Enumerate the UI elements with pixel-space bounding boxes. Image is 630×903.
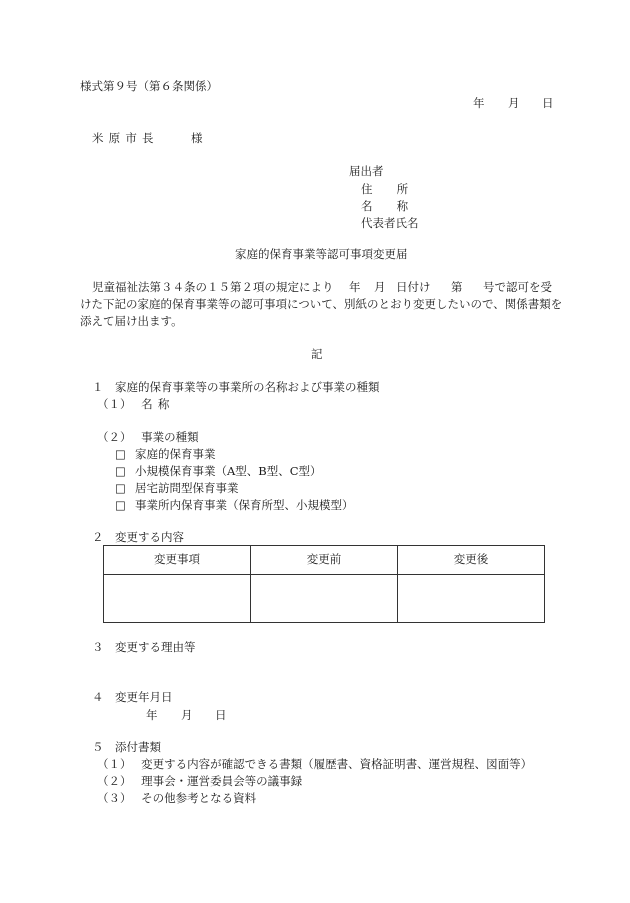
body-line-1-end: 号で認可を受 <box>483 280 552 294</box>
section-1-sub-2-label: 事業の種類 <box>141 430 199 444</box>
business-type-label: 家庭的保育事業 <box>135 447 216 461</box>
change-table <box>103 545 545 623</box>
section-1-sub-2-number: （２） <box>97 430 132 444</box>
change-table-header-row <box>104 546 545 575</box>
section-3-heading: ３ 変更する理由等 <box>92 640 196 654</box>
body-day-label: 日付け <box>396 280 431 294</box>
body-line-1-text: 児童福祉法第３４条の１５第２項の規定により <box>92 280 334 294</box>
document-title: 家庭的保育事業等認可事項変更届 <box>235 247 408 261</box>
change-date-year-label: 年 <box>146 708 158 722</box>
attachment-text: 理事会・運営委員会等の議事録 <box>141 774 303 788</box>
checkbox-icon[interactable]: □ <box>115 481 126 495</box>
section-2-heading: ２ 変更する内容 <box>92 530 184 544</box>
section-1-sub-1-label: 名称 <box>141 397 175 411</box>
attachment-number: （２） <box>97 774 132 788</box>
body-line-1 <box>92 282 334 294</box>
business-type-item <box>115 483 239 495</box>
body-month-label: 月 <box>374 280 386 294</box>
applicant-title: 届出者 <box>349 164 384 178</box>
business-type-item <box>115 500 354 512</box>
applicant-address-label: 住所 <box>361 182 433 196</box>
section-1-sub-1 <box>97 399 175 411</box>
business-type-item <box>115 466 322 478</box>
addressee-name: 米原市長 <box>92 131 159 145</box>
date-month-label: 月 <box>508 96 520 110</box>
change-date-month-label: 月 <box>181 708 193 722</box>
form-number: 様式第９号（第６条関係） <box>80 79 218 93</box>
applicant-representative-label: 代表者氏名 <box>361 216 419 230</box>
body-year-label: 年 <box>349 280 361 294</box>
change-item-cell[interactable] <box>104 575 251 623</box>
body-line-2: けた下記の家庭的保育事業等の認可事項について、別紙のとおり変更したいので、関係書類を <box>80 297 563 311</box>
business-type-label: 小規模保育事業（A型、B型、C型） <box>135 464 322 478</box>
section-5-heading: ５ 添付書類 <box>92 740 161 754</box>
date-day-label: 日 <box>542 96 554 110</box>
before-change-header: 変更前 <box>251 546 398 575</box>
date-year-label: 年 <box>473 96 485 110</box>
attachment-text: その他参考となる資料 <box>141 791 257 805</box>
checkbox-icon[interactable]: □ <box>115 447 126 461</box>
attachment-number: （１） <box>97 757 132 771</box>
addressee-honorific: 様 <box>191 131 203 145</box>
body-line-3: 添えて届け出ます。 <box>80 314 183 328</box>
section-1-heading: １ 家庭的保育事業等の事業所の名称および事業の種類 <box>92 380 380 394</box>
section-4-heading: ４ 変更年月日 <box>92 690 173 704</box>
change-table-row <box>104 575 545 623</box>
applicant-name-label: 名称 <box>361 199 433 213</box>
checkbox-icon[interactable]: □ <box>115 464 126 478</box>
business-type-label: 事業所内保育事業（保育所型、小規模型） <box>135 498 354 512</box>
attachment-number: （３） <box>97 791 132 805</box>
attachment-item <box>97 793 256 805</box>
business-type-item <box>115 449 216 461</box>
ki-heading: 記 <box>311 347 323 361</box>
business-type-label: 居宅訪問型保育事業 <box>135 481 239 495</box>
change-date-day-label: 日 <box>215 708 227 722</box>
attachment-item <box>97 776 302 788</box>
after-change-header: 変更後 <box>398 546 545 575</box>
body-number-prefix: 第 <box>451 280 463 294</box>
section-1-sub-1-number: （１） <box>97 397 132 411</box>
checkbox-icon[interactable]: □ <box>115 498 126 512</box>
before-change-cell[interactable] <box>251 575 398 623</box>
attachment-item <box>97 759 532 771</box>
section-1-sub-2 <box>97 432 199 444</box>
attachment-text: 変更する内容が確認できる書類（履歴書、資格証明書、運営規程、図面等） <box>141 757 533 771</box>
after-change-cell[interactable] <box>398 575 545 623</box>
change-item-header: 変更事項 <box>104 546 251 575</box>
